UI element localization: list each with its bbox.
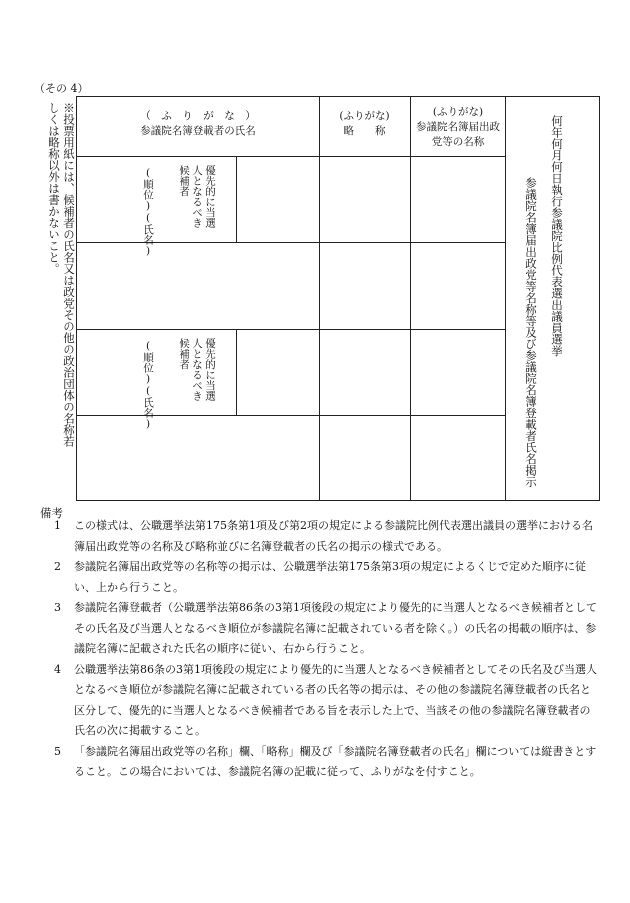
note-item — [54, 742, 600, 783]
note-text: 参議院名簿登載者（公職選挙法第86条の3第1項後段の規定により優先的に当選人となるべき候補者としてその氏名及び当選人となるべき順位が参議院名簿に記載されている者を除く。）の氏名の掲載の順序は、参議院名簿に記載された氏名の順序に従い、右から行うこと。 — [74, 601, 597, 655]
note-number: 2 — [54, 560, 61, 573]
name-furigana: （ ふ り が な ） — [140, 110, 256, 122]
notes-title: 備考 — [40, 506, 63, 520]
notes-list — [54, 516, 600, 783]
note-text: 公職選挙法第86条の3第1項後段の規定により優先的に当選人となるべき候補者としてその氏名及び当選人となるべき順位が参議院名簿に記載されている者の氏名等の掲示は、その他の参議院名簿登載者の氏名と区分して、優先的に当選人となるべき候補者である旨を表示した上で、当該その他の参議院名簿登載者の氏名の次に掲載すること。 — [74, 662, 597, 737]
party-column-header — [414, 105, 502, 150]
priority-candidate-label: 優先的に当選人となるべき候補者 — [178, 165, 216, 228]
note-item — [54, 660, 600, 742]
sheet-label: （その 4） — [34, 82, 89, 95]
notice-table — [76, 96, 600, 501]
note-item — [54, 598, 600, 660]
abbr-label: 略 称 — [343, 125, 386, 137]
name-column-header — [77, 109, 319, 139]
note-number: 5 — [54, 744, 61, 758]
party-furigana: (ふりがな) — [432, 106, 484, 118]
note-text: 「参議院名簿届出政党等の名称」欄、「略称」欄及び「参議院名簿登載者の氏名」欄については縦書きとすること。この場合においては、参議院名簿の記載に従って、ふりがなを付すこと。 — [74, 744, 597, 778]
note-number: 3 — [54, 601, 61, 614]
notice-title-line1: 何年何月何日執行参議院比例代表選出議員選挙 — [550, 115, 564, 357]
ballot-note: ※投票用紙には、候補者の氏名又は政党その他の政治団体の名称若しくは略称以外は書かないこと。 — [47, 102, 76, 447]
rank-name-label: (順位)(氏名) — [142, 167, 154, 257]
notice-title-line2: 参議院名簿届出政党等名称等及び参議院名簿登載者氏名掲示 — [524, 177, 538, 488]
rank-name-label: (順位)(氏名) — [142, 340, 154, 430]
party-label: 参議院名簿届出政党等の名称 — [416, 121, 500, 148]
name-label: 参議院名簿登載者の氏名 — [140, 125, 256, 137]
note-item — [54, 516, 600, 557]
abbr-column-header — [319, 109, 410, 139]
note-text: 参議院名簿届出政党等の名称等の掲示は、公職選挙法第175条第3項の規定によるくじで定めた順序に従い、上から行うこと。 — [74, 560, 586, 594]
note-number: 4 — [54, 662, 61, 676]
priority-candidate-label: 優先的に当選人となるべき候補者 — [178, 338, 216, 401]
note-text: この様式は、公職選挙法第175条第1項及び第2項の規定による参議院比例代表選出議員の選挙における名簿届出政党等の名称及び略称並びに名簿登載者の氏名の掲示の様式である。 — [74, 519, 593, 553]
note-number: 1 — [54, 519, 61, 532]
abbr-furigana: (ふりがな) — [339, 110, 390, 122]
note-item — [54, 557, 600, 598]
